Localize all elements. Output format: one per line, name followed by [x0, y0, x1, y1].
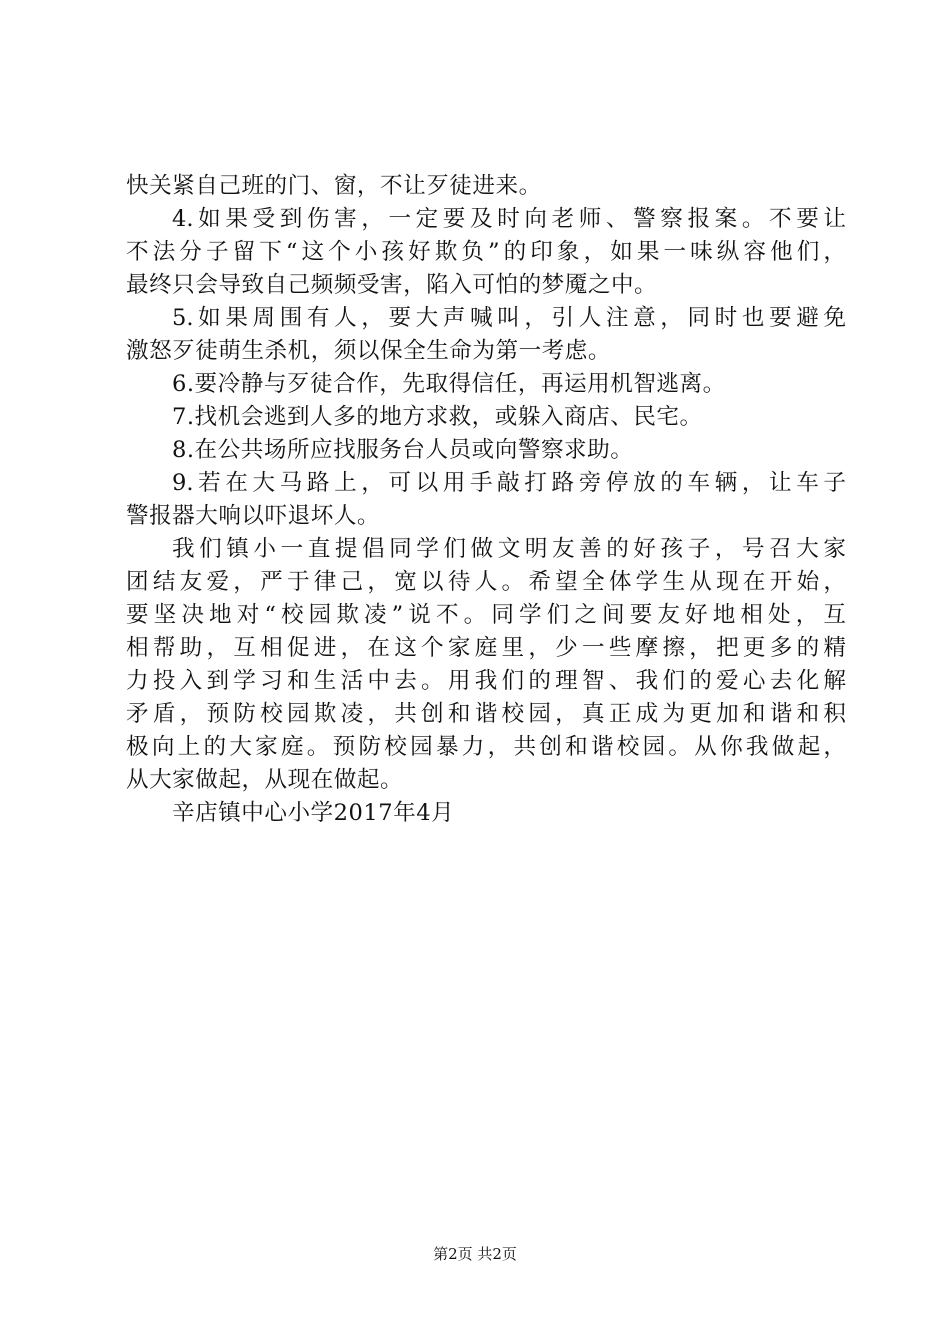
- text-line: 不法分子留下“这个小孩好欺负”的印象，如果一味纵容他们，: [126, 239, 846, 265]
- list-item-4: 4.如果受到伤害，一定要及时向老师、警察报案。不要让: [172, 206, 846, 232]
- text-line: 矛盾，预防校园欺凌，共创和谐校园，真正成为更加和谐和积: [126, 701, 846, 727]
- paragraph-start: 我们镇小一直提倡同学们做文明友善的好孩子，号召大家: [172, 536, 846, 562]
- list-item-8: 8.在公共场所应找服务台人员或向警察求助。: [172, 437, 634, 463]
- list-item-9: 9.若在大马路上，可以用手敲打路旁停放的车辆，让车子: [172, 470, 846, 496]
- list-item-5: 5.如果周围有人，要大声喊叫，引人注意，同时也要避免: [172, 305, 846, 331]
- text-line: 极向上的大家庭。预防校园暴力，共创和谐校园。从你我做起，: [126, 734, 846, 760]
- text-line: 警报器大响以吓退坏人。: [126, 503, 381, 529]
- text-line: 从大家做起，从现在做起。: [126, 767, 404, 793]
- text-line: 快关紧自己班的门、窗，不让歹徒进来。: [126, 173, 542, 199]
- page-number-footer: 第2页 共2页: [433, 1245, 517, 1263]
- list-item-7: 7.找机会逃到人多的地方求救，或躲入商店、民宅。: [172, 404, 703, 430]
- text-line: 要坚决地对“校园欺凌”说不。同学们之间要友好地相处，互: [126, 602, 846, 628]
- text-line: 力投入到学习和生活中去。用我们的理智、我们的爱心去化解: [126, 668, 846, 694]
- text-line: 激怒歹徒萌生杀机，须以保全生命为第一考虑。: [126, 338, 611, 364]
- list-item-6: 6.要冷静与歹徒合作，先取得信任，再运用机智逃离。: [172, 371, 726, 397]
- text-line: 团结友爱，严于律己，宽以待人。希望全体学生从现在开始，: [126, 569, 846, 595]
- document-body: [126, 170, 846, 830]
- signature-line: 辛店镇中心小学2017年4月: [172, 800, 455, 826]
- text-line: 最终只会导致自己频频受害，陷入可怕的梦魇之中。: [126, 272, 658, 298]
- text-line: 相帮助，互相促进，在这个家庭里，少一些摩擦，把更多的精: [126, 635, 846, 661]
